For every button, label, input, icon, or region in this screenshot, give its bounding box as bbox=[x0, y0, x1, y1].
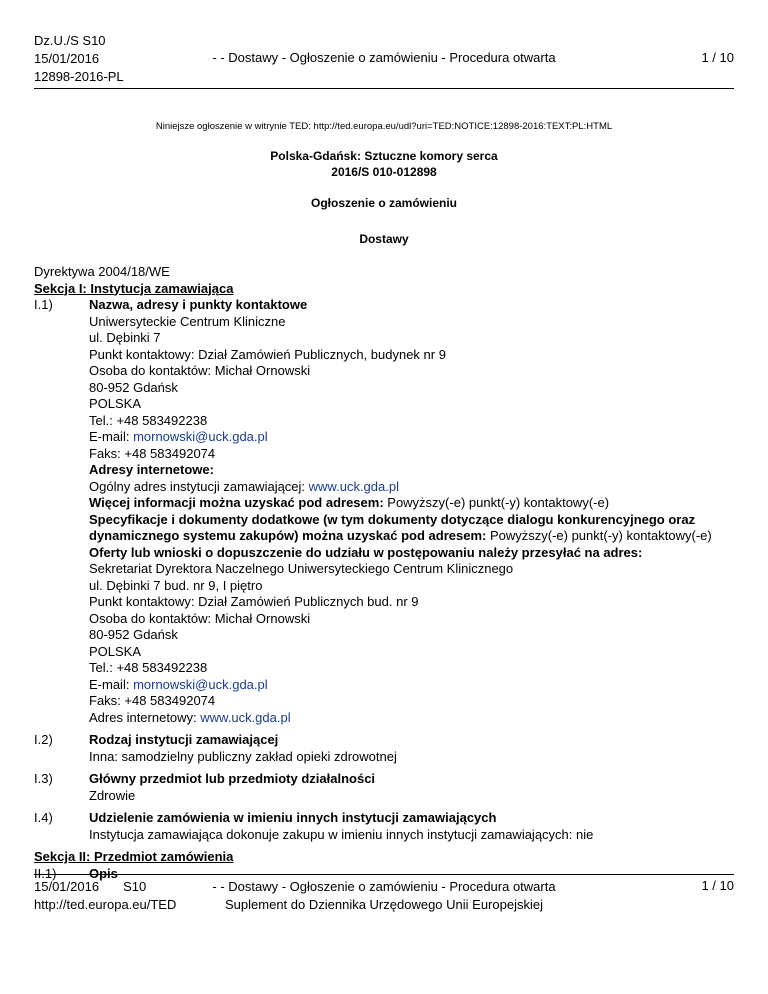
buyer-country: POLSKA bbox=[89, 396, 142, 411]
section-i3 bbox=[34, 771, 734, 804]
notice-body bbox=[34, 264, 734, 882]
offers-contact-point: Punkt kontaktowy: Dział Zamówień Publicznych bud. nr 9 bbox=[89, 594, 419, 609]
buyer-street: ul. Dębinki 7 bbox=[89, 330, 161, 345]
offers-web-label: Adres internetowy: bbox=[89, 709, 201, 725]
section-i3-number: I.3) bbox=[34, 771, 53, 786]
section-i3-value: Zdrowie bbox=[89, 787, 136, 803]
spec-value: Powyższy(-e) punkt(-y) kontaktowy(-e) bbox=[486, 528, 712, 543]
footer-divider bbox=[34, 874, 734, 875]
section-i4 bbox=[34, 810, 734, 843]
section-i2-heading: Rodzaj instytucji zamawiającej bbox=[89, 732, 279, 747]
header-doc-id: Dz.U./S S10 bbox=[34, 33, 106, 48]
section-i2 bbox=[34, 732, 734, 765]
offers-postal: 80-952 Gdańsk bbox=[89, 627, 178, 642]
buyer-fax: Faks: +48 583492074 bbox=[89, 445, 216, 461]
internet-addresses-heading: Adresy internetowe: bbox=[89, 462, 214, 477]
footer-date: 15/01/2016 bbox=[34, 879, 100, 894]
buyer-tel: Tel.: +48 583492238 bbox=[89, 412, 208, 428]
footer-issue: S10 bbox=[123, 879, 147, 894]
section-i2-value: Inna: samodzielny publiczny zakład opieki zdrowotnej bbox=[89, 748, 397, 764]
page-footer bbox=[34, 878, 734, 918]
buyer-email-row bbox=[89, 429, 734, 446]
ted-notice-line: Niniejsze ogłoszenie w witrynie TED: http://ted.europa.eu/udl?uri=TED:NOTICE:12898-2016:TEXT:PL:HTML bbox=[155, 121, 613, 132]
section-2-title: Sekcja II: Przedmiot zamówienia bbox=[34, 849, 234, 864]
offers-contact-person: Osoba do kontaktów: Michał Ornowski bbox=[89, 610, 311, 626]
buyer-email-link[interactable]: mornowski@uck.gda.pl bbox=[133, 429, 268, 444]
header-date: 15/01/2016 bbox=[34, 51, 100, 66]
spec-label-line-2: dynamicznego systemu zakupów) można uzyskać pod adresem: bbox=[89, 528, 487, 543]
section-i1-number: I.1) bbox=[34, 297, 53, 312]
general-address-link[interactable]: www.uck.gda.pl bbox=[308, 478, 399, 494]
buyer-contact-point: Punkt kontaktowy: Dział Zamówień Publicznych, budynek nr 9 bbox=[89, 346, 446, 362]
offers-email-row bbox=[89, 677, 734, 694]
reference-number: 2016/S 010-012898 bbox=[331, 165, 437, 179]
header-page-number: 1 / 10 bbox=[701, 50, 734, 65]
header-divider bbox=[34, 88, 734, 89]
spec-label-line-1: Specyfikacje i dokumenty dodatkowe (w tym dokumenty dotyczące dialogu konkurencyjnego oraz bbox=[89, 511, 696, 527]
section-1-title: Sekcja I: Instytucja zamawiająca bbox=[34, 280, 234, 296]
page-header bbox=[34, 32, 734, 84]
footer-title: - - Dostawy - Ogłoszenie o zamówieniu - Procedura otwarta bbox=[212, 879, 556, 894]
directive: Dyrektywa 2004/18/WE bbox=[34, 264, 170, 279]
footer-supplement: Suplement do Dziennika Urzędowego Unii Europejskiej bbox=[225, 897, 543, 912]
section-i2-number: I.2) bbox=[34, 732, 53, 747]
section-i3-heading: Główny przedmiot lub przedmioty działalności bbox=[89, 771, 376, 786]
buyer-postal: 80-952 Gdańsk bbox=[89, 379, 178, 395]
section-ii1-heading: Opis bbox=[89, 865, 118, 881]
footer-page-number: 1 / 10 bbox=[701, 878, 734, 893]
section-i1 bbox=[34, 297, 734, 726]
notice-type: Ogłoszenie o zamówieniu bbox=[310, 196, 458, 210]
buyer-name: Uniwersyteckie Centrum Kliniczne bbox=[89, 313, 286, 329]
offers-label: Oferty lub wnioski o dopuszczenie do udziału w postępowaniu należy przesyłać na adres: bbox=[89, 544, 643, 560]
general-address-row bbox=[89, 479, 734, 496]
section-i4-number: I.4) bbox=[34, 810, 53, 825]
header-number: 12898-2016-PL bbox=[34, 69, 124, 84]
section-i4-value: Instytucja zamawiająca dokonuje zakupu w imieniu innych instytucji zamawiających: nie bbox=[89, 826, 594, 842]
spec-row bbox=[89, 528, 734, 545]
contract-type: Dostawy bbox=[359, 232, 409, 246]
offers-country: POLSKA bbox=[89, 643, 142, 659]
footer-url: http://ted.europa.eu/TED bbox=[34, 897, 177, 912]
section-ii1-number: II.1) bbox=[34, 865, 57, 881]
offers-web-link[interactable]: www.uck.gda.pl bbox=[200, 709, 291, 725]
offers-email-label: E-mail: bbox=[89, 676, 134, 692]
more-info-label: Więcej informacji można uzyskać pod adresem: bbox=[89, 495, 384, 510]
offers-web-row bbox=[89, 710, 734, 727]
headline: Polska-Gdańsk: Sztuczne komory serca bbox=[270, 149, 498, 163]
more-info-value: Powyższy(-e) punkt(-y) kontaktowy(-e) bbox=[383, 495, 610, 510]
section-i1-heading: Nazwa, adresy i punkty kontaktowe bbox=[89, 297, 308, 312]
general-address-label: Ogólny adres instytucji zamawiającej: bbox=[89, 478, 309, 494]
offers-name: Sekretariat Dyrektora Naczelnego Uniwersyteckiego Centrum Klinicznego bbox=[89, 561, 514, 576]
more-info-row bbox=[89, 495, 734, 512]
buyer-contact-person: Osoba do kontaktów: Michał Ornowski bbox=[89, 363, 311, 378]
offers-tel: Tel.: +48 583492238 bbox=[89, 660, 208, 675]
offers-email-link[interactable]: mornowski@uck.gda.pl bbox=[133, 676, 268, 692]
header-title: - - Dostawy - Ogłoszenie o zamówieniu - Procedura otwarta bbox=[212, 50, 556, 65]
buyer-email-label: E-mail: bbox=[89, 429, 134, 444]
offers-street: ul. Dębinki 7 bud. nr 9, I piętro bbox=[89, 577, 263, 593]
footer-center bbox=[34, 878, 734, 914]
section-i4-heading: Udzielenie zamówienia w imieniu innych instytucji zamawiających bbox=[89, 810, 497, 825]
offers-fax: Faks: +48 583492074 bbox=[89, 693, 216, 708]
